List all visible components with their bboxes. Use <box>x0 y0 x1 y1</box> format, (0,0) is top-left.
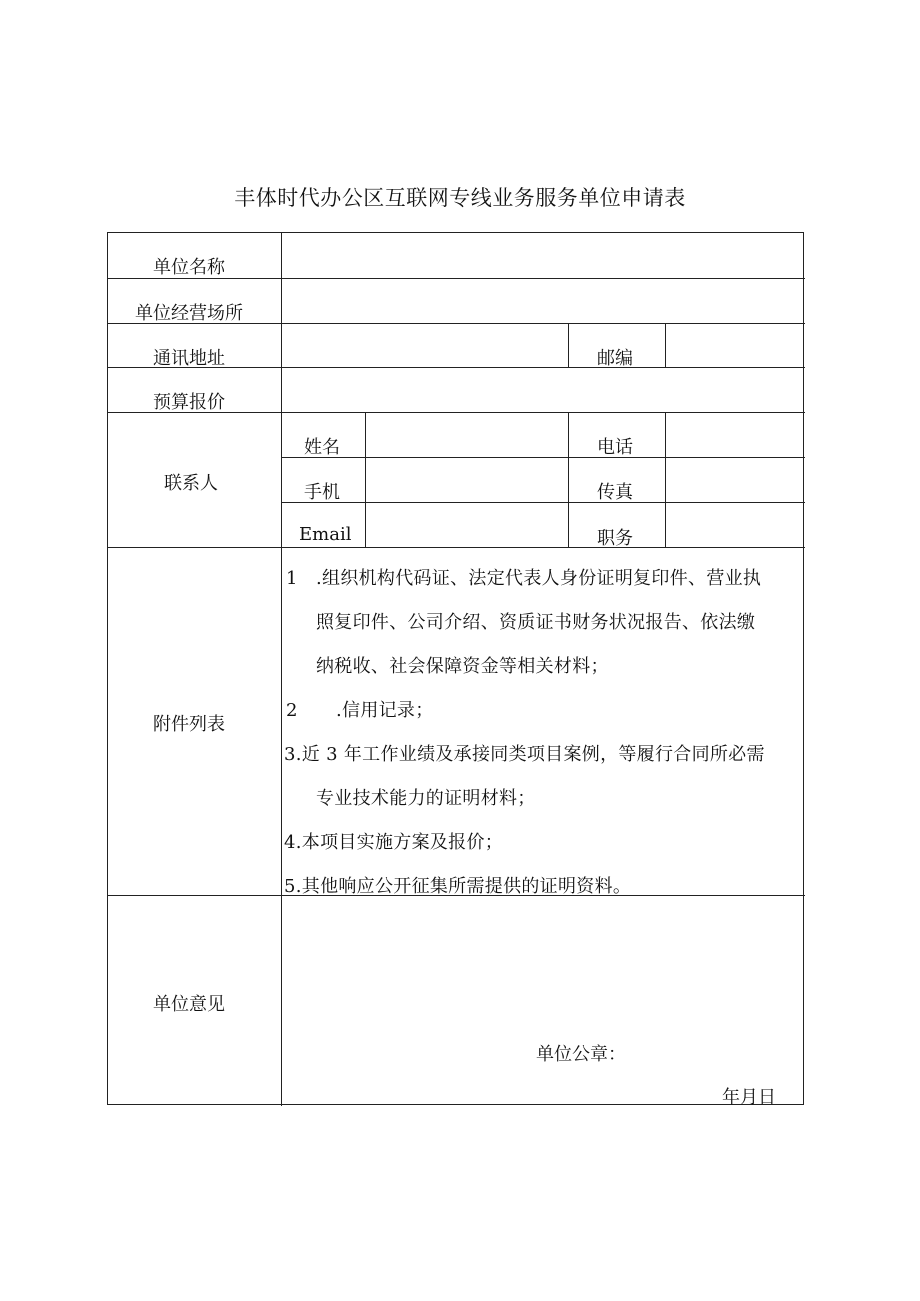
label-premises: 单位经营场所 <box>135 303 243 324</box>
attachment-number: 2 <box>286 700 298 721</box>
attachment-line: .信用记录； <box>336 700 434 721</box>
label-email: Email <box>299 524 352 545</box>
label-unit-name: 单位名称 <box>153 257 225 278</box>
label-position: 职务 <box>597 528 633 549</box>
attachment-line: .组织机构代码证、法定代表人身份证明复印件、营业执 <box>316 568 762 589</box>
attachment-line: 纳税收、社会保障资金等相关材料； <box>316 656 609 677</box>
position-field[interactable] <box>666 503 805 547</box>
address-field[interactable] <box>282 324 568 367</box>
label-address: 通讯地址 <box>153 348 225 369</box>
unit-seal-label: 单位公章： <box>536 1044 626 1065</box>
label-fax: 传真 <box>597 482 633 503</box>
label-mobile: 手机 <box>304 482 340 503</box>
attachment-line: 5.其他响应公开征集所需提供的证明资料。 <box>284 876 632 897</box>
fax-field[interactable] <box>666 458 805 502</box>
postcode-field[interactable] <box>666 324 805 367</box>
date-label: 年月日 <box>722 1087 776 1108</box>
label-phone: 电话 <box>597 437 633 458</box>
unit-name-field[interactable] <box>282 233 805 278</box>
form-title: 丰体时代办公区互联网专线业务服务单位申请表 <box>234 186 686 210</box>
attachment-line: 3.近 3 年工作业绩及承接同类项目案例，等履行合同所必需 <box>284 744 765 765</box>
attachment-number: 1 <box>286 568 298 589</box>
name-field[interactable] <box>366 413 568 457</box>
mobile-field[interactable] <box>366 458 568 502</box>
label-name: 姓名 <box>304 437 340 458</box>
email-field[interactable] <box>366 503 568 547</box>
budget-field[interactable] <box>282 368 805 412</box>
label-postcode: 邮编 <box>597 348 633 369</box>
phone-field[interactable] <box>666 413 805 457</box>
label-budget: 预算报价 <box>153 392 225 413</box>
attachment-line: 4.本项目实施方案及报价； <box>284 832 504 853</box>
premises-field[interactable] <box>282 279 805 323</box>
label-contact: 联系人 <box>164 473 218 494</box>
label-attachments: 附件列表 <box>153 714 225 735</box>
attachment-line: 专业技术能力的证明材料； <box>316 788 536 809</box>
label-opinion: 单位意见 <box>153 994 225 1015</box>
attachment-line: 照复印件、公司介绍、资质证书财务状况报告、依法缴 <box>316 612 756 633</box>
opinion-field[interactable] <box>282 896 805 1046</box>
application-form-table <box>107 232 804 1108</box>
